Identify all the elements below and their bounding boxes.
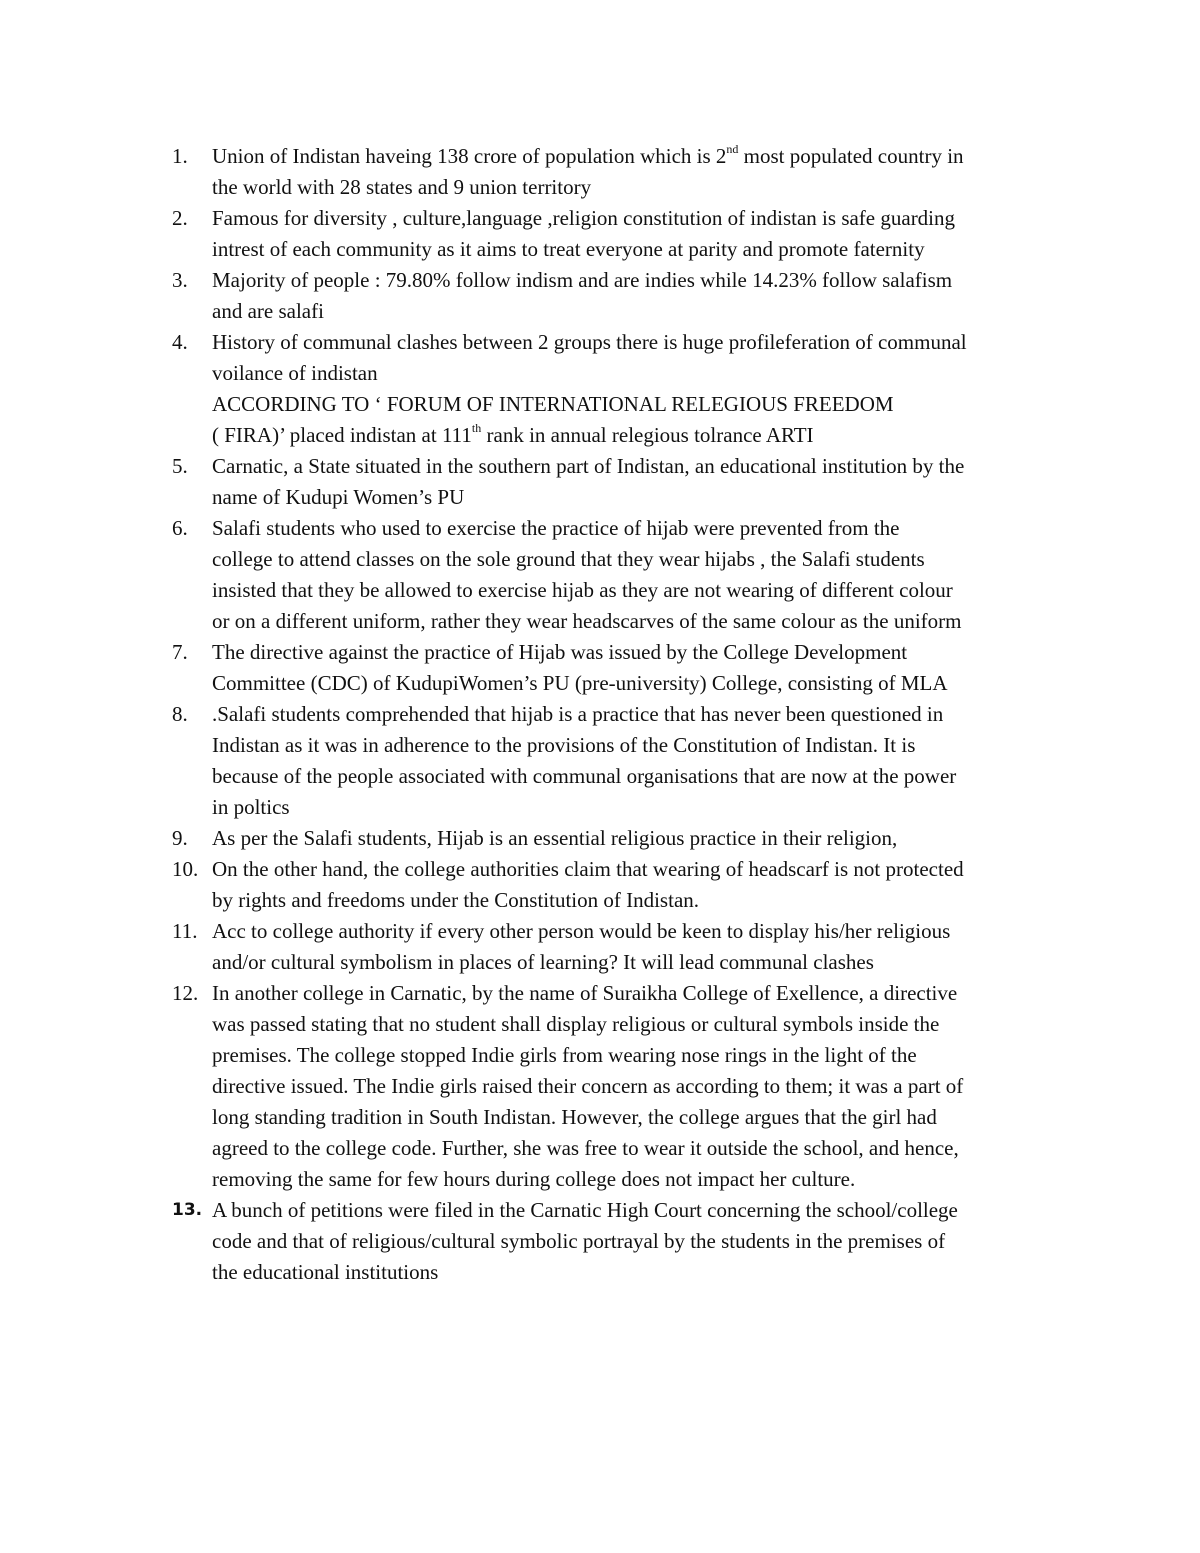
text-segment: History of communal clashes between 2 groups there is huge profileferation of communal [212,330,967,354]
list-item [172,141,1072,203]
list-item-text-line [212,823,1072,854]
text-segment: As per the Salafi students, Hijab is an essential religious practice in their religion, [212,826,898,850]
list-item [172,637,1072,699]
list-item-number: 12. [172,981,199,1005]
text-segment: was passed stating that no student shall display religious or cultural symbols inside the [212,1012,940,1036]
text-segment: agreed to the college code. Further, she was free to wear it outside the school, and hence, [212,1136,959,1160]
text-segment: and are salafi [212,299,324,323]
list-item-number: 10. [172,857,199,881]
list-item [172,854,1072,916]
list-item-text-line [212,172,1072,203]
list-item [172,327,1072,451]
list-item [172,513,1072,637]
list-item-text-line [212,1133,1072,1164]
list-item-text-line [212,1040,1072,1071]
text-segment: college to attend classes on the sole ground that they wear hijabs , the Salafi students [212,547,925,571]
list-item-text-line [212,854,1072,885]
text-segment: name of Kudupi Women’s PU [212,485,465,509]
list-item-text-line [212,482,1072,513]
ordinal-superscript: th [471,421,482,435]
text-segment: ACCORDING TO ‘ FORUM OF INTERNATIONAL RELEGIOUS FREEDOM [212,392,894,416]
text-segment: Famous for diversity , culture,language ,religion constitution of indistan is safe guarding [212,206,956,230]
text-segment: the educational institutions [212,1260,439,1284]
text-segment: by rights and freedoms under the Constitution of Indistan. [212,888,700,912]
list-item-text-line [212,513,1072,544]
text-segment: Union of Indistan haveing 138 crore of population which is 2 [212,144,727,168]
list-item-text-line [212,1195,1072,1226]
text-segment: code and that of religious/cultural symbolic portrayal by the students in the premises of [212,1229,946,1253]
list-item [172,1195,1072,1288]
list-item-text-line [212,699,1072,730]
text-segment: premises. The college stopped Indie girls from wearing nose rings in the light of the [212,1043,917,1067]
text-segment: most populated country in [738,144,964,168]
list-item-number: 4. [172,330,188,354]
text-segment: removing the same for few hours during college does not impact her culture. [212,1167,856,1191]
list-item-text-line [212,637,1072,668]
list-item-text-line [212,451,1072,482]
text-segment: directive issued. The Indie girls raised their concern as according to them; it was a part of [212,1074,964,1098]
text-segment: The directive against the practice of Hijab was issued by the College Development [212,640,908,664]
list-item-number: 8. [172,702,188,726]
text-segment: in poltics [212,795,290,819]
list-item-text-line [212,1071,1072,1102]
list-item-text-line [212,916,1072,947]
list-item-text-line [212,792,1072,823]
numbered-list [172,141,1072,1288]
text-segment: Acc to college authority if every other person would be keen to display his/her religious [212,919,951,943]
list-item-text-line [212,885,1072,916]
list-item-text-line [212,389,1072,420]
text-segment: In another college in Carnatic, by the name of Suraikha College of Exellence, a directive [212,981,958,1005]
text-segment: because of the people associated with communal organisations that are now at the power [212,764,957,788]
list-item-text-line [212,606,1072,637]
text-segment: Committee (CDC) of KudupiWomen’s PU (pre-university) College, consisting of MLA [212,671,948,695]
list-item-text-line [212,1009,1072,1040]
list-item-text-line [212,358,1072,389]
list-item-number: 7. [172,640,188,664]
list-item-number: 6. [172,516,188,540]
list-item [172,451,1072,513]
list-item-number: 3. [172,268,188,292]
list-item-text-line [212,1257,1072,1288]
text-segment: insisted that they be allowed to exercise hijab as they are not wearing of different colour [212,578,953,602]
list-item-number: 9. [172,826,188,850]
text-segment: long standing tradition in South Indistan. However, the college argues that the girl had [212,1105,937,1129]
list-item [172,203,1072,265]
list-item-text-line [212,1164,1072,1195]
list-item [172,823,1072,854]
text-segment: voilance of indistan [212,361,378,385]
list-item-number: 13. [172,1200,203,1220]
text-segment: the world with 28 states and 9 union territory [212,175,592,199]
text-segment: or on a different uniform, rather they wear headscarves of the same colour as the uniform [212,609,962,633]
text-segment: Indistan as it was in adherence to the provisions of the Constitution of Indistan. It is [212,733,916,757]
list-item [172,265,1072,327]
list-item-text-line [212,327,1072,358]
list-item-text-line [212,420,1072,451]
list-item-text-line [212,978,1072,1009]
list-item-text-line [212,296,1072,327]
list-item-text-line [212,265,1072,296]
list-item [172,978,1072,1195]
list-item [172,916,1072,978]
list-item-text-line [212,1226,1072,1257]
text-segment: Salafi students who used to exercise the practice of hijab were prevented from the [212,516,900,540]
list-item-text-line [212,668,1072,699]
list-item-text-line [212,1102,1072,1133]
list-item-number: 11. [172,919,198,943]
text-segment: A bunch of petitions were filed in the Carnatic High Court concerning the school/college [212,1198,958,1222]
text-segment: On the other hand, the college authorities claim that wearing of headscarf is not protected [212,857,964,881]
text-segment: .Salafi students comprehended that hijab is a practice that has never been questioned in [212,702,944,726]
list-item-text-line [212,544,1072,575]
text-segment: ( FIRA)’ placed indistan at 111 [212,423,472,447]
text-segment: rank in annual relegious tolrance ARTI [481,423,814,447]
list-item [172,699,1072,823]
text-segment: Carnatic, a State situated in the southern part of Indistan, an educational institution by the [212,454,965,478]
list-item-number: 5. [172,454,188,478]
list-item-text-line [212,947,1072,978]
list-item-text-line [212,203,1072,234]
text-segment: and/or cultural symbolism in places of learning? It will lead communal clashes [212,950,874,974]
text-segment: intrest of each community as it aims to treat everyone at parity and promote faternity [212,237,925,261]
list-item-text-line [212,761,1072,792]
list-item-text-line [212,141,1072,172]
list-item-text-line [212,730,1072,761]
list-item-text-line [212,575,1072,606]
list-item-number: 2. [172,206,188,230]
ordinal-superscript: nd [726,142,739,156]
text-segment: Majority of people : 79.80% follow indism and are indies while 14.23% follow salafism [212,268,953,292]
list-item-text-line [212,234,1072,265]
list-item-number: 1. [172,144,188,168]
